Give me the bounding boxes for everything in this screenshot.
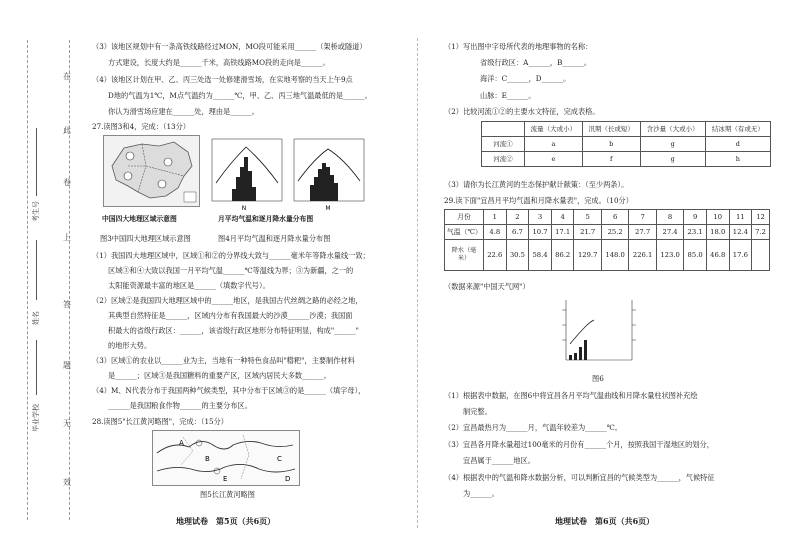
school-field[interactable] [36,340,37,395]
hydrology-answer-cell[interactable]: b [582,137,640,152]
margin-char: 无 [63,419,71,428]
svg-text:D: D [285,475,291,483]
temperature-cell: 23.1 [684,225,707,240]
precipitation-cell: 123.0 [656,240,683,271]
temperature-cell: 4.8 [484,225,507,240]
c3-line-b: 是______；区域③是我国糖料的重要产区，区域内居民大多数______。 [108,371,331,380]
temperature-cell: 12.4 [729,225,752,240]
hydrology-header-cell: 流量（大或小） [525,122,583,137]
q29-title: 29.读下面"宜昌月平均气温和月降水量表"，完成。（10分） [444,196,633,205]
precipitation-cell [752,240,770,271]
margin-char: 上 [63,233,71,242]
hydrology-header-cell: 结冰期（有或无） [705,122,770,137]
c2-line-a: （2）区域②是我国四大地理区域中的______地区，是我国古代丝绸之路的必经之地， [92,296,363,305]
month-cell: 1 [484,210,507,225]
hydrology-river-label: 河流② [482,152,525,167]
fig3-caption: 图3中国四大地理区域示意图 [100,234,191,243]
s2-line: （2）宜昌最热月为______月，气温年较差为______℃。 [444,423,622,432]
fig6-caption: 图6 [592,374,604,383]
r1-line-a: （1）写出图中字母所代表的地理事物的名称： [444,42,593,51]
r1-line-b: 省级行政区：A______，B______。 [480,58,592,67]
svg-text:M: M [325,205,331,212]
c2-line-d: 的地形大势。 [108,341,152,350]
yangtze-yellow-river-map [152,430,300,486]
s4-line-a: （4）根据表中的气温和降水数据分析，可以判断宜昌的气候类型为______，气候特征 [444,473,715,482]
svg-text:C: C [277,455,282,463]
fig4-title: 月平均气温和逐月降水量分布图 [218,215,314,223]
r1-line-d: 山脉：E______。 [480,91,536,100]
climate-charts [206,133,370,213]
q28-title: 28.读图5"长江黄河略图"，完成：（15分） [92,417,228,426]
precipitation-row [445,240,770,271]
month-cell: 8 [656,210,683,225]
c1-line-b: 区域③和④大致以我国一月平均气温______℃等温线为界；③为新疆，之一的 [108,266,354,275]
margin-char: 题 [63,361,71,370]
yichang-climate-table [444,209,770,271]
fig3-title: 中国四大地理区域示意图 [102,215,177,223]
page-divider [417,38,418,528]
hydrology-row [482,152,771,167]
fig4-caption: 图4月平均气温和逐月降水量分布图 [218,234,331,243]
temperature-label: 气温（℃） [445,225,484,240]
precipitation-label: 降水（毫米） [445,240,484,271]
margin-char: 答 [63,300,71,309]
svg-text:A: A [179,439,184,447]
temperature-cell: 6.7 [506,225,529,240]
margin-char: 在 [63,72,71,81]
month-cell: 7 [629,210,656,225]
name-field[interactable] [36,240,37,300]
precipitation-cell: 86.2 [551,240,574,271]
c4-line-b: ______是我国粮食作物______的主要分布区。 [108,401,252,410]
q4-line-c: 你认为滑雪场应建在______处，理由是______。 [108,107,259,116]
temperature-cell: 27.4 [656,225,683,240]
left-footer: 地理试卷 第5页（共6页） [176,516,276,526]
hydrology-header-cell: 含沙量（大或小） [640,122,705,137]
china-regions-map [103,135,200,207]
month-cell: 12 [752,210,770,225]
r1-line-c: 海洋：C______，D______。 [480,74,571,83]
hydrology-table [481,121,771,167]
margin-char: 此 [63,126,71,135]
precipitation-cell: 22.6 [484,240,507,271]
c3-line-a: （3）区域①的农业以______业为主，当地有一种特色食品叫"糌粑"，主要制作材料 [92,356,355,365]
temperature-row [445,225,770,240]
precipitation-cell: 129.7 [574,240,601,271]
month-cell: 3 [529,210,552,225]
month-cell: 4 [551,210,574,225]
hydrology-header-cell [482,122,525,137]
precipitation-cell: 58.4 [529,240,552,271]
q4-line-a: （4）该地区计划在甲、乙、丙三处选一处修建滑雪场，在实地考察的当天上午9点 [92,75,353,84]
hydrology-row [482,137,771,152]
q4-line-b: D地的气温为1℃，M点气温约为______℃，甲、乙、丙三地气温最低的是______。 [108,91,372,100]
hydrology-header-cell: 汛期（长或短） [582,122,640,137]
svg-text:E: E [223,475,228,483]
r2-line: （2）比较河流①②的主要水文特征，完成表格。 [444,107,600,116]
c1-line-a: （1）我国四大地理区域中，区域①和②的分界线大致与______毫米年等降水量线一致； [92,251,370,260]
right-footer: 地理试卷 第6页（共6页） [555,516,655,526]
month-cell: 2 [506,210,529,225]
margin-char: 效 [63,478,71,487]
c2-line-c: 积最大的省级行政区：______，该省级行政区地形分布特征明显，构成"______" [108,326,359,335]
svg-text:N: N [241,205,247,212]
q3-line-b: 方式建设，长度大约是______千米，高铁线路MO段的走向是______。 [108,58,330,67]
hydrology-answer-cell[interactable]: d [705,137,770,152]
month-cell: 9 [684,210,707,225]
s3-line-b: 宜昌属于______地区。 [463,456,535,465]
precipitation-cell: 17.6 [729,240,752,271]
precipitation-cell: 30.5 [506,240,529,271]
c1-line-c: 太阳能资源最丰富的地区是______（填数字代号）。 [108,281,270,290]
binding-line-2 [69,40,70,520]
margin-char: 卷 [63,178,71,187]
month-cell: 10 [706,210,729,225]
hydrology-answer-cell[interactable]: g [640,137,705,152]
precipitation-cell: 148.0 [601,240,628,271]
s1-line-a: （1）根据表中数据，在图6中将宜昌各月平均气温曲线和月降水量柱状图补充绘 [444,391,698,400]
s1-line-b: 制完整。 [463,407,492,416]
candidate-number-field[interactable] [36,128,37,196]
c4-line-a: （4）M、N代表分布于我国两种气候类型，其中分布于区域③的是______（填字母）， [92,386,366,395]
r3-line: （3）请你为长江黄河的生态保护献计献策：（至少两条）。 [444,180,629,189]
q3-line-a: （3）该地区规划中有一条高铁线路经过MON，MO段可能采用______（架桥或隧道） [92,42,367,51]
fig5-caption: 图5长江黄河略图 [200,490,255,499]
s4-line-b: 为______。 [463,489,499,498]
yichang-climate-chart [550,294,648,366]
temperature-cell: 7.2 [752,225,770,240]
precipitation-cell: 226.1 [629,240,656,271]
temperature-cell: 27.7 [629,225,656,240]
months-row [445,210,770,225]
data-source: （数据来源"中国天气网"） [444,282,530,291]
temperature-cell: 10.7 [529,225,552,240]
temperature-cell: 18.0 [706,225,729,240]
hydrology-answer-cell[interactable]: a [525,137,583,152]
hydrology-answer-cell[interactable]: f [582,152,640,167]
month-cell: 6 [601,210,628,225]
hydrology-answer-cell[interactable]: h [705,152,770,167]
month-cell: 11 [729,210,752,225]
name-label: 姓名 [32,311,40,325]
months-label: 月份 [445,210,484,225]
hydrology-answer-cell[interactable]: g [640,152,705,167]
school-label: 毕业学校 [32,404,40,432]
temperature-cell: 21.7 [574,225,601,240]
precipitation-cell: 85.0 [684,240,707,271]
month-cell: 5 [574,210,601,225]
q27-title: 27.读图3和4，完成：（13分） [92,122,190,131]
s3-line-a: （3）宜昌各月降水量超过100毫米的月份有______个月，按照我国干湿地区的划分， [444,440,714,449]
hydrology-answer-cell[interactable]: e [525,152,583,167]
hydrology-river-label: 河流① [482,137,525,152]
binding-line [27,40,28,520]
precipitation-cell: 46.8 [706,240,729,271]
temperature-cell: 25.2 [601,225,628,240]
candidate-number-label: 考生号 [32,201,40,222]
temperature-cell: 17.1 [551,225,574,240]
hydrology-header-row [482,122,771,137]
c2-line-b: 其典型自然特征是______，区域内分布有我国最大的沙漠______沙漠；我国面 [108,311,353,320]
svg-text:B: B [205,455,210,463]
